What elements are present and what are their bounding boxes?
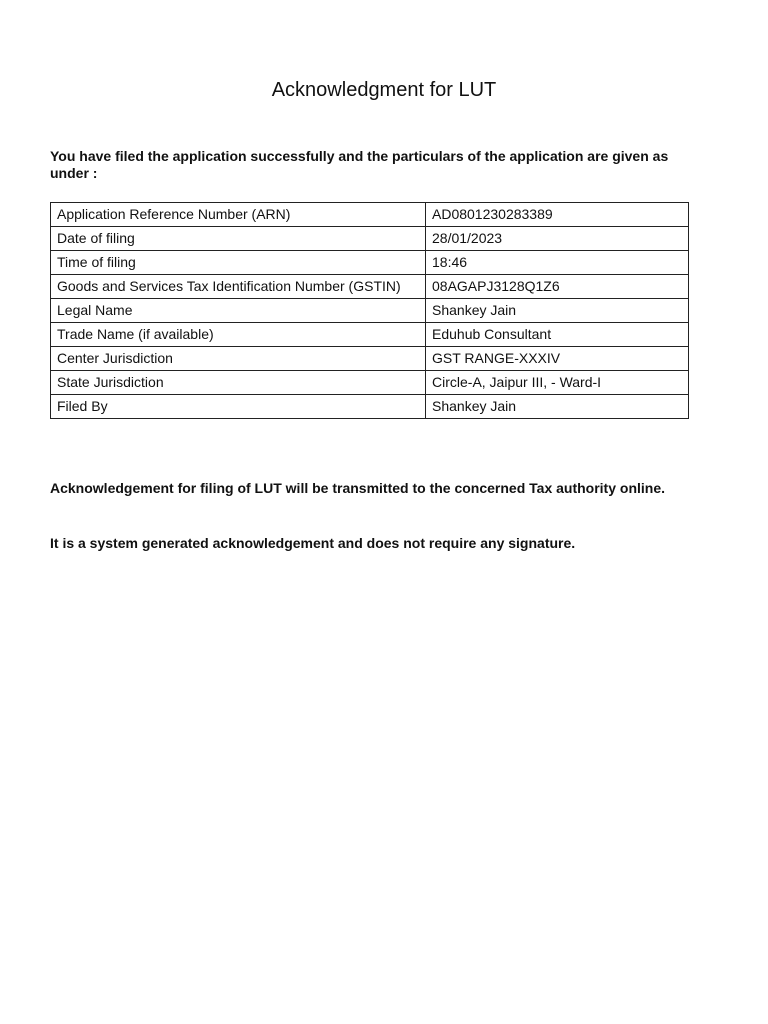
row-label: Goods and Services Tax Identification Number (GSTIN) <box>51 275 426 299</box>
row-value: GST RANGE-XXXIV <box>426 347 689 371</box>
row-value: 18:46 <box>426 251 689 275</box>
intro-text: You have filed the application successfully and the particulars of the application are given as under : <box>50 148 669 181</box>
row-label: Date of filing <box>51 227 426 251</box>
row-value: Shankey Jain <box>426 299 689 323</box>
table-row <box>51 227 689 251</box>
application-details-table <box>50 202 689 419</box>
table-row <box>51 203 689 227</box>
table-row <box>51 323 689 347</box>
row-label: Time of filing <box>51 251 426 275</box>
row-value: Shankey Jain <box>426 395 689 419</box>
row-value: Circle-A, Jaipur III, - Ward-I <box>426 371 689 395</box>
table-row <box>51 299 689 323</box>
row-label: Center Jurisdiction <box>51 347 426 371</box>
page-title: Acknowledgment for LUT <box>271 79 497 101</box>
row-label: State Jurisdiction <box>51 371 426 395</box>
table-row <box>51 275 689 299</box>
system-generated-note: It is a system generated acknowledgement and does not require any signature. <box>50 535 576 551</box>
table-row <box>51 371 689 395</box>
row-label: Trade Name (if available) <box>51 323 426 347</box>
row-value: AD0801230283389 <box>426 203 689 227</box>
row-label: Application Reference Number (ARN) <box>51 203 426 227</box>
table-row <box>51 395 689 419</box>
table-row <box>51 347 689 371</box>
row-value: 28/01/2023 <box>426 227 689 251</box>
row-value: Eduhub Consultant <box>426 323 689 347</box>
row-label: Filed By <box>51 395 426 419</box>
table-row <box>51 251 689 275</box>
transmission-note: Acknowledgement for filing of LUT will be transmitted to the concerned Tax authority online. <box>50 480 666 496</box>
row-label: Legal Name <box>51 299 426 323</box>
row-value: 08AGAPJ3128Q1Z6 <box>426 275 689 299</box>
